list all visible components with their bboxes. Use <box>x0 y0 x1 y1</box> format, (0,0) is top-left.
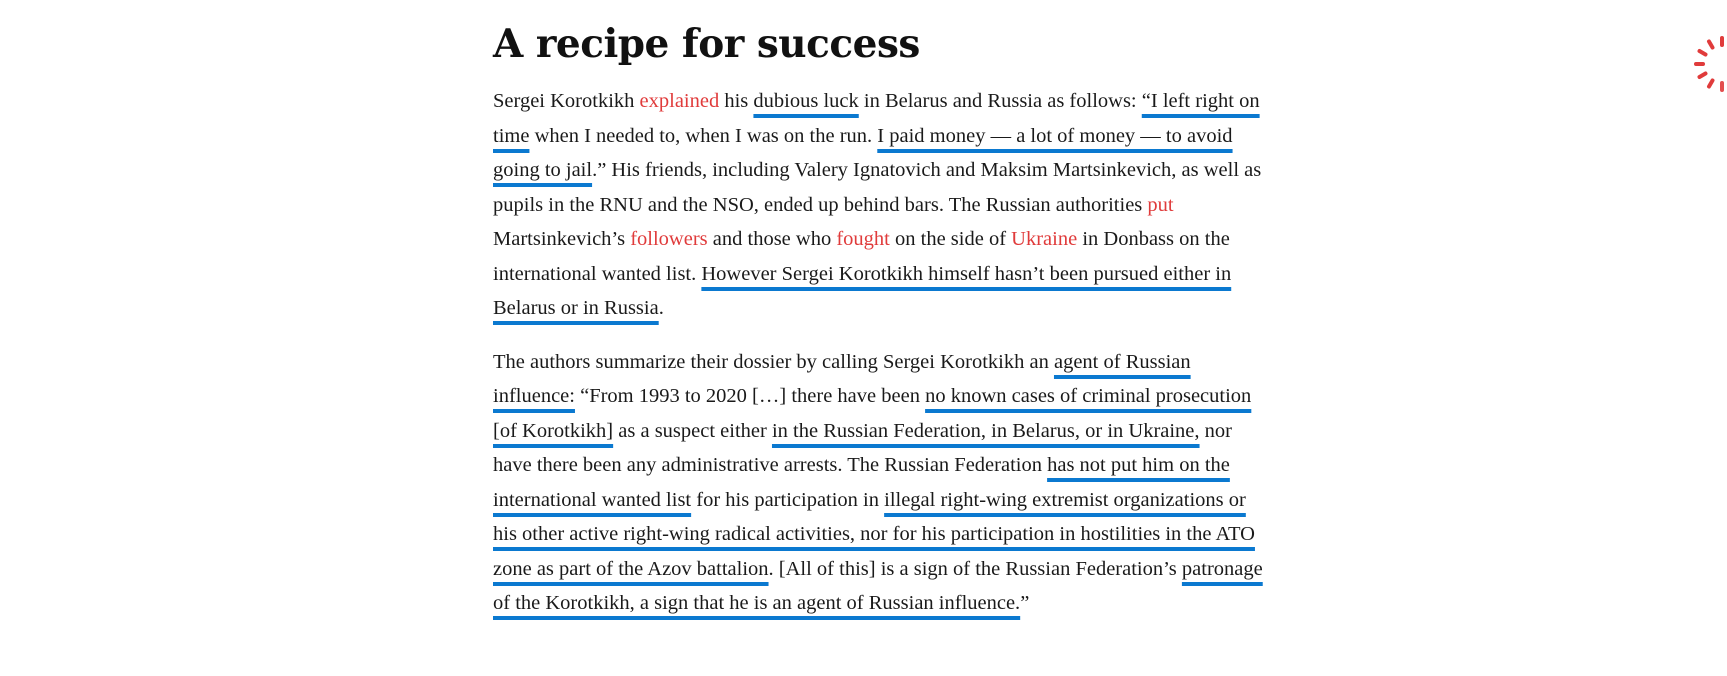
text-run: for his participation in <box>691 488 885 511</box>
highlight-paid-money: I paid money — a lot of money — to avoid going to jail <box>493 124 1233 181</box>
section-heading: A recipe for success <box>493 21 920 67</box>
text-run: Martsinkevich’s <box>493 228 631 250</box>
highlight-patronage: patronage of the Korotkikh, a sign that he is an agent of Russian influence. <box>493 557 1263 614</box>
highlight-not-wanted-list: has not put him on the international wanted list <box>493 454 1230 511</box>
highlight-not-pursued: However Sergei Korotkikh himself hasn’t been pursued either in Belarus or in Russia <box>493 262 1232 319</box>
loading-spinner-icon <box>1692 34 1727 94</box>
text-run: when I needed to, when I was on the run. <box>529 124 878 147</box>
link-ukraine[interactable]: Ukraine <box>1011 228 1078 250</box>
highlight-illegal-activities: illegal right-wing extremist organizations or his other active right-wing radical activities, nor for his participation in hostilities in the ATO zone as part of the Azov battalion <box>493 488 1255 580</box>
highlight-agent-of-influence: agent of Russian influence: <box>493 350 1191 407</box>
text-run: ” <box>1020 592 1030 614</box>
paragraph-2 <box>493 345 1263 621</box>
link-explained[interactable]: explained <box>639 90 720 112</box>
text-run: .” His friends, including Valery Ignatovich and Maksim Martsinkevich, as well as pupils in the RNU and the NSO, ended up behind bars. The Russian authorities <box>493 159 1262 216</box>
highlight-left-on-time: “I left right on time <box>493 90 1260 147</box>
article-body <box>493 14 1263 640</box>
highlight-no-known-cases: no known cases of criminal prosecution [of Korotkikh] <box>493 385 1252 442</box>
link-put[interactable]: put <box>1147 193 1174 216</box>
highlight-dubious-luck: dubious luck <box>753 90 859 112</box>
text-run: as a suspect either <box>613 419 772 442</box>
text-run: nor have there been any administrative arrests. The Russian Federation <box>493 419 1232 476</box>
text-run: . <box>658 297 664 319</box>
link-fought[interactable]: fought <box>836 228 890 250</box>
text-run: his <box>719 90 754 112</box>
text-run: and those who <box>707 228 837 250</box>
paragraph-1 <box>493 84 1263 326</box>
text-run: . [All of this] is a sign of the Russian Federation’s <box>768 557 1182 580</box>
text-run: in Belarus and Russia as follows: <box>858 90 1142 112</box>
link-followers[interactable]: followers <box>630 228 708 250</box>
text-run: “From 1993 to 2020 […] there have been <box>574 385 926 407</box>
highlight-countries: in the Russian Federation, in Belarus, or in Ukraine, <box>771 419 1200 442</box>
text-run: The authors summarize their dossier by calling Sergei Korotkikh an <box>493 350 1054 373</box>
text-run: in Donbass on the international wanted list. <box>493 228 1230 285</box>
text-run: Sergei Korotkikh <box>493 90 640 112</box>
text-run: on the side of <box>889 228 1012 250</box>
